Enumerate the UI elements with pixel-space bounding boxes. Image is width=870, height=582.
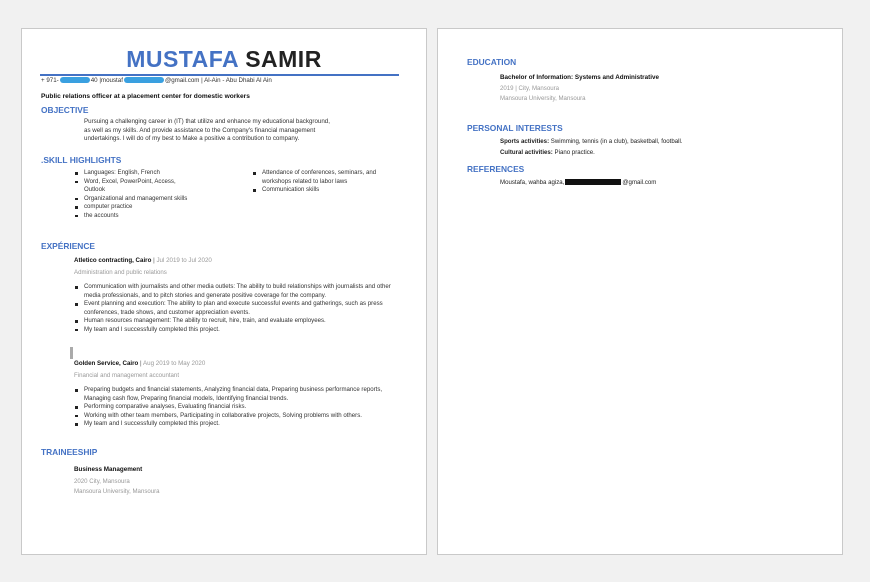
list-item: Event planning and execution: The ability to plan and execute successful events and gatherings, such as press conferences, trade shows, and customer appreciation events.	[74, 300, 394, 317]
objective-text	[84, 118, 384, 144]
name-first: MUSTAFA	[126, 46, 239, 72]
list-item: Communication skills	[252, 186, 377, 195]
list-item: Preparing budgets and financial statements, Analyzing financial data, Preparing business performance reports, Managing cash flow, Preparing financial models, Identifying financial trends.	[74, 386, 394, 403]
job-company: Atletico contracting, Cairo	[74, 257, 152, 264]
text-cursor	[70, 347, 73, 359]
list-item: My team and I successfully completed this project.	[74, 326, 394, 335]
list-item: My team and I successfully completed this project.	[74, 420, 394, 429]
redaction-mark	[60, 77, 90, 83]
list-item: Communication with journalists and other media outlets: The ability to build relationships with journalists and other media professionals, and to pitch stories and generate positive coverage for the company.	[74, 283, 394, 300]
phone-suffix: 40 |moustaf	[90, 77, 123, 84]
email-suffix: @gmail.com | Al-Ain - Abu Dhabi Al Ain	[164, 77, 272, 84]
list-item: Word, Excel, PowerPoint, Access, Outlook	[74, 178, 194, 195]
job-separator: |	[140, 360, 142, 367]
traineeship-line: Mansoura University, Mansoura	[74, 487, 160, 495]
list-item: Human resources management: The ability to recruit, hire, train, and evaluate employees.	[74, 317, 394, 326]
sports-value: Swimming, tennis (in a club), basketball, football.	[549, 138, 683, 145]
resume-page-1	[21, 28, 427, 555]
education-details	[500, 84, 586, 103]
job-separator: |	[153, 257, 155, 264]
list-item: Organizational and management skills	[74, 195, 194, 204]
objective-line: as well as my skills. And provide assistance to the Company's financial management	[84, 126, 316, 134]
redaction-mark	[565, 179, 621, 185]
candidate-name	[22, 46, 426, 72]
cultural-interests	[500, 148, 683, 159]
skills-heading: .SKILL HIGHLIGHTS	[41, 155, 122, 165]
objective-line: undertakings. I will do of my best to Make a positive a contribution to company.	[84, 135, 300, 143]
education-line: 2019 | City, Mansoura	[500, 85, 560, 92]
list-item: Languages: English, French	[74, 169, 194, 178]
cultural-label: Cultural activities:	[500, 148, 553, 156]
interests-list	[500, 137, 683, 158]
traineeship-line: 2020 City, Mansoura	[74, 478, 130, 485]
list-item: the accounts	[74, 212, 194, 221]
experience-heading: EXPÉRIENCE	[41, 241, 95, 251]
list-item: computer practice	[74, 203, 194, 212]
job-2-title	[74, 360, 205, 367]
job-1-title	[74, 257, 212, 264]
resume-page-2	[437, 28, 843, 555]
skills-list-right	[252, 169, 377, 195]
education-heading: EDUCATION	[467, 57, 517, 67]
list-item: Working with other team members, Participating in collaborative projects, Solving problems with others.	[74, 412, 394, 421]
job-2-role: Financial and management accountant	[74, 372, 180, 379]
education-line: Mansoura University, Mansoura	[500, 94, 586, 102]
skills-list-left	[74, 169, 194, 221]
header-rule	[40, 74, 399, 76]
education-degree: Bachelor of Information: Systems and Administrative	[500, 74, 659, 81]
headline: Public relations officer at a placement center for domestic workers	[41, 93, 250, 100]
traineeship-location	[74, 477, 160, 496]
list-item: Performing comparative analyses, Evaluating financial risks.	[74, 403, 394, 412]
traineeship-heading: TRAINEESHIP	[41, 447, 98, 457]
job-2-bullets	[74, 386, 394, 429]
traineeship-program: Business Management	[74, 466, 143, 473]
job-1-bullets	[74, 283, 394, 335]
reference-suffix: @gmail.com	[622, 179, 657, 186]
references-heading: REFERENCES	[467, 164, 525, 174]
job-dates: Jul 2019 to Jul 2020	[156, 257, 212, 264]
interests-heading: PERSONAL INTERESTS	[467, 123, 563, 133]
list-item: Attendance of conferences, seminars, and workshops related to labor laws	[252, 169, 377, 186]
contact-line	[41, 77, 272, 84]
name-last: SAMIR	[245, 46, 322, 72]
phone-prefix: + 971-	[41, 77, 59, 84]
job-1-role: Administration and public relations	[74, 269, 167, 276]
sports-label: Sports activities:	[500, 138, 550, 145]
job-dates: Aug 2019 to May 2020	[143, 360, 206, 367]
sports-interests	[500, 137, 683, 148]
reference-entry	[500, 178, 656, 189]
job-company: Golden Service, Cairo	[74, 360, 139, 367]
reference-prefix: Moustafa, wahba agiza,	[500, 179, 565, 186]
redaction-mark	[124, 77, 164, 83]
objective-heading: OBJECTIVE	[41, 105, 89, 115]
objective-line: Pursuing a challenging career in (IT) that utilize and enhance my educational background,	[84, 118, 330, 125]
cultural-value: Piano practice.	[552, 148, 595, 156]
